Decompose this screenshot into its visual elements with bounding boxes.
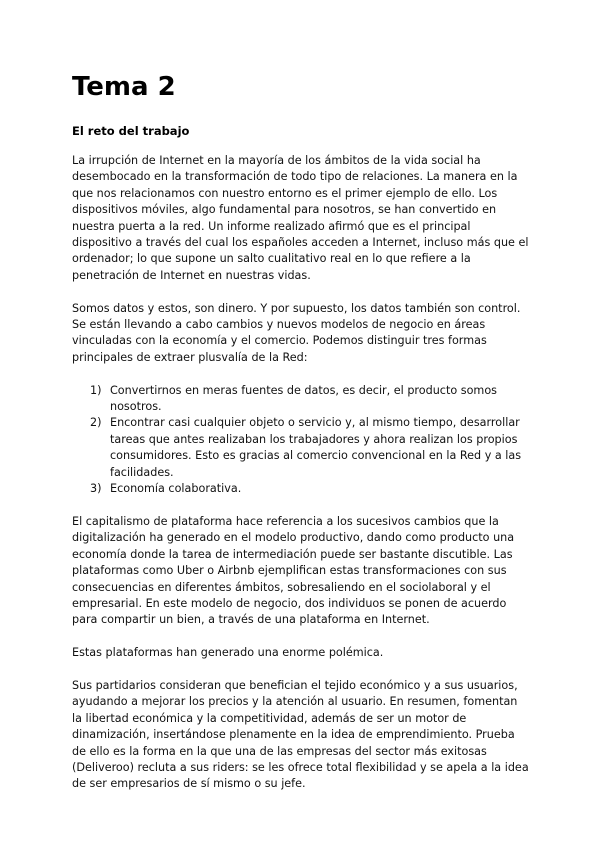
document-body <box>72 153 530 809</box>
list-item <box>72 481 530 497</box>
list-item-number: 1) <box>90 383 102 397</box>
section-subtitle: El reto del trabajo <box>72 124 190 138</box>
list-item-text: Economía colaborativa. <box>110 482 242 496</box>
list-item-text: Convertirnos en meras fuentes de datos, es decir, el producto somos nosotros. <box>110 383 497 414</box>
list-item <box>72 383 530 416</box>
page-title: Tema 2 <box>72 72 176 102</box>
list-item <box>72 415 530 481</box>
list-item-number: 3) <box>90 482 102 496</box>
paragraph-data-money: Somos datos y estos, son dinero. Y por supuesto, los datos también son control. Se están llevando a cabo cambios y nuevos modelos de negocio en áreas vinculadas con la economía y el comercio. Podemos distinguir tres formas principales de extraer plusvalía de la Red: <box>72 301 521 364</box>
paragraph-platform-capitalism: El capitalismo de plataforma hace referencia a los sucesivos cambios que la digitalización ha generado en el modelo productivo, dando como producto una economía donde la tarea de intermediación puede ser bastante discutible. Las plataformas como Uber o Airbnb ejemplifican estas transformaciones con sus consecuencias en diferentes ámbitos, sobresaliendo en el sociolaboral y el empresarial. En este modelo de negocio, dos individuos se ponen de acuerdo para compartir un bien, a través de una plataforma en Internet. <box>72 514 515 627</box>
paragraph-supporters: Sus partidarios consideran que benefician el tejido económico y a sus usuarios, ayudando a mejorar los precios y la atención al usuario. En resumen, fomentan la libertad económica y la competitividad, además de ser un motor de dinamización, insertándose plenamente en la idea de emprendimiento. Prueba de ello es la forma en la que una de las empresas del sector más exitosas (Deliveroo) recluta a sus riders: se les ofrece total flexibilidad y se apela a la idea de ser empresarios de sí mismo o su jefe. <box>72 678 529 791</box>
list-item-text: Encontrar casi cualquier objeto o servicio y, al mismo tiempo, desarrollar tareas que antes realizaban los trabajadores y ahora realizan los propios consumidores. Esto es gracias al comercio convencional en la Red y a las facilidades. <box>110 416 522 479</box>
numbered-list <box>72 383 530 498</box>
paragraph-intro: La irrupción de Internet en la mayoría de los ámbitos de la vida social ha desembocado en la transformación de todo tipo de relaciones. La manera en la que nos relacionamos con nuestro entorno es el primer ejemplo de ello. Los dispositivos móviles, algo fundamental para nosotros, se han convertido en nuestra puerta a la red. Un informe realizado afirmó que es el principal dispositivo a través del cual los españoles acceden a Internet, incluso más que el ordenador; lo que supone un salto cualitativo real en lo que refiere a la penetración de Internet en nuestras vidas. <box>72 154 529 282</box>
paragraph-controversy: Estas plataformas han generado una enorme polémica. <box>72 646 384 660</box>
list-item-number: 2) <box>90 416 102 430</box>
